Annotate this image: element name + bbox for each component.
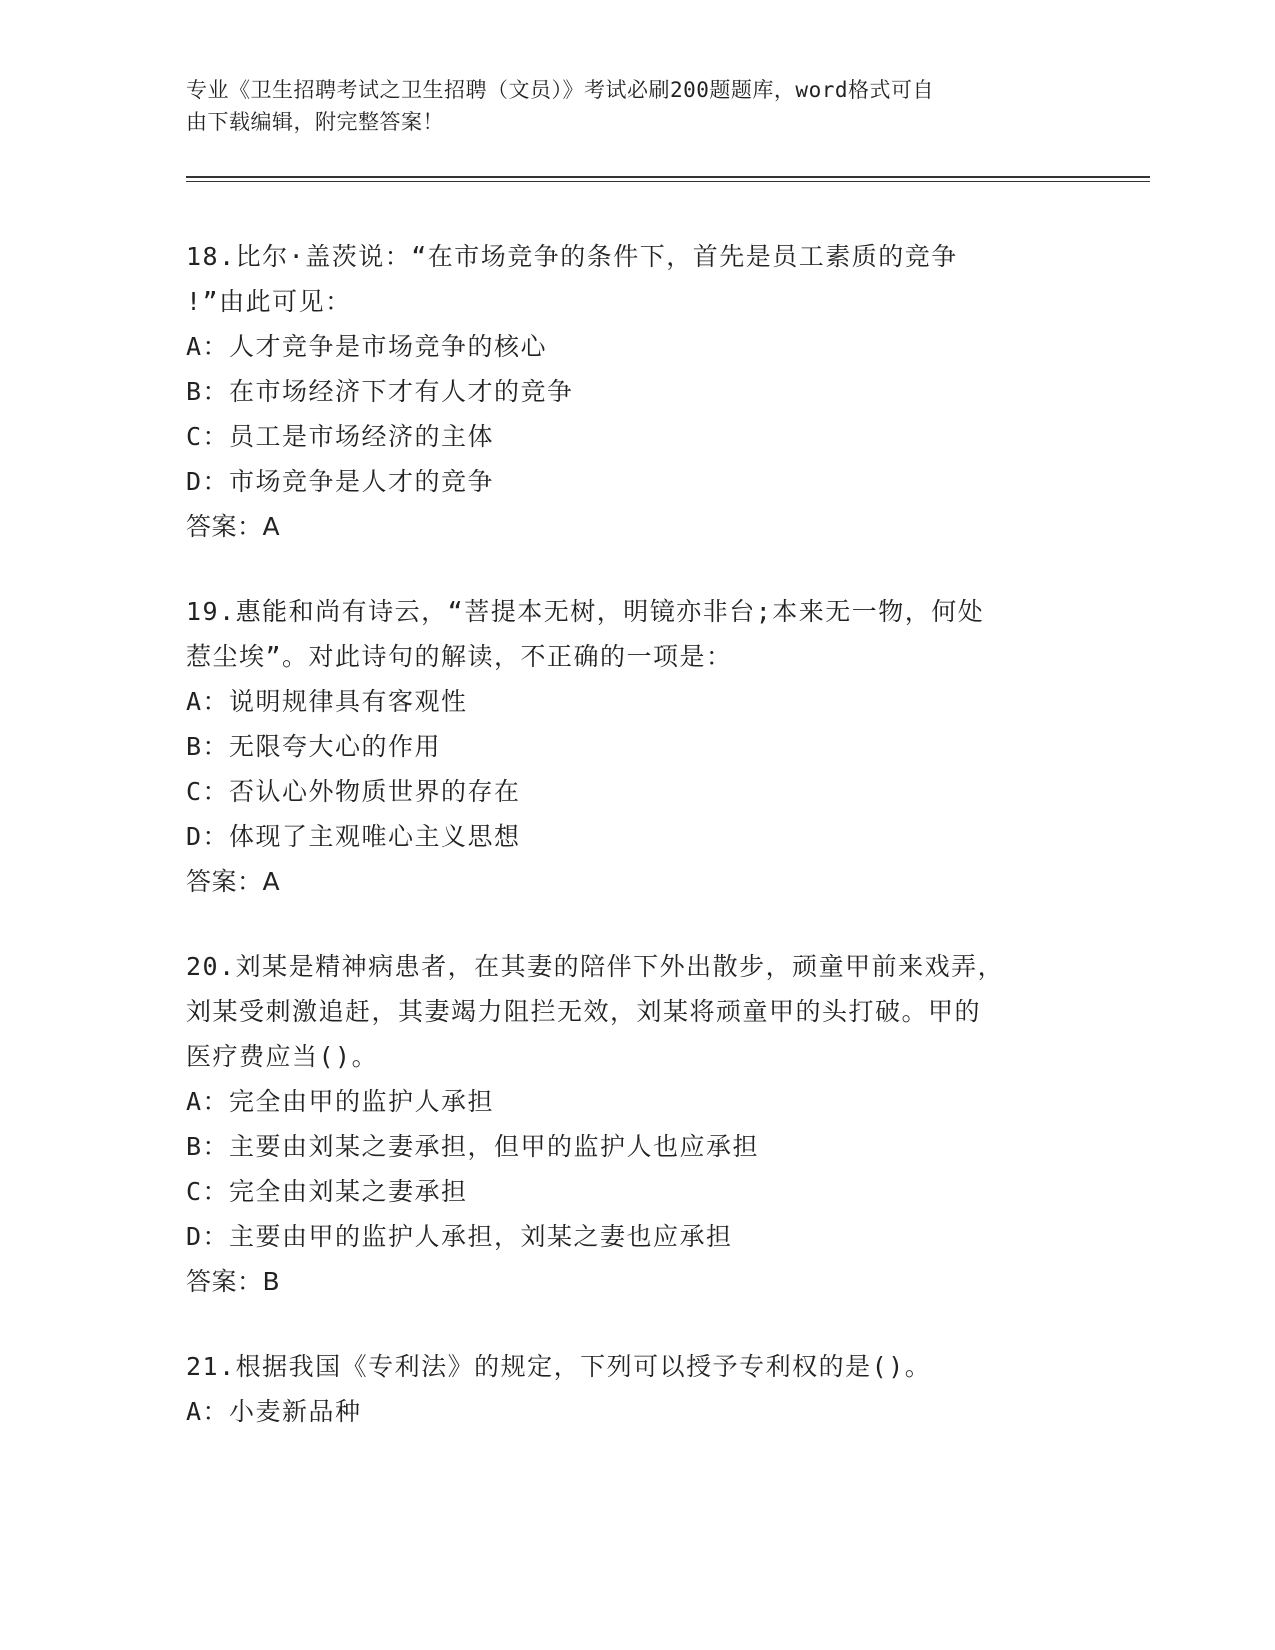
question-19 bbox=[186, 589, 1066, 904]
header-line-1: 专业《卫生招聘考试之卫生招聘（文员）》考试必刷200题题库，word格式可自 bbox=[186, 78, 934, 102]
option-d: D：主要由甲的监护人承担，刘某之妻也应承担 bbox=[186, 1222, 733, 1251]
document-header bbox=[186, 74, 1066, 138]
option-c: C：完全由刘某之妻承担 bbox=[186, 1177, 468, 1206]
question-stem-line: 19.惠能和尚有诗云，“菩提本无树，明镜亦非台;本来无一物，何处 bbox=[186, 597, 985, 626]
answer-label: 答案：A bbox=[186, 512, 281, 541]
answer-label: 答案：B bbox=[186, 1267, 281, 1296]
option-a: A：完全由甲的监护人承担 bbox=[186, 1087, 495, 1116]
question-list bbox=[186, 234, 1066, 1474]
header-divider-top bbox=[186, 176, 1150, 178]
option-d: D：体现了主观唯心主义思想 bbox=[186, 822, 521, 851]
question-stem-line: 20.刘某是精神病患者，在其妻的陪伴下外出散步，顽童甲前来戏弄， bbox=[186, 952, 1005, 981]
question-20 bbox=[186, 944, 1066, 1304]
option-b: B：主要由刘某之妻承担，但甲的监护人也应承担 bbox=[186, 1132, 760, 1161]
question-stem-line: 医疗费应当()。 bbox=[186, 1042, 379, 1071]
option-b: B：在市场经济下才有人才的竞争 bbox=[186, 377, 574, 406]
option-c: C：否认心外物质世界的存在 bbox=[186, 777, 521, 806]
option-d: D：市场竞争是人才的竞争 bbox=[186, 467, 495, 496]
question-21 bbox=[186, 1344, 1066, 1434]
question-stem-line: 刘某受刺激追赶，其妻竭力阻拦无效，刘某将顽童甲的头打破。甲的 bbox=[186, 997, 982, 1026]
question-stem-line: 惹尘埃”。对此诗句的解读，不正确的一项是： bbox=[186, 642, 733, 671]
option-c: C：员工是市场经济的主体 bbox=[186, 422, 495, 451]
option-a: A：小麦新品种 bbox=[186, 1397, 362, 1426]
answer-label: 答案：A bbox=[186, 867, 281, 896]
header-divider-bottom bbox=[186, 181, 1150, 182]
question-18 bbox=[186, 234, 1066, 549]
option-b: B：无限夸大心的作用 bbox=[186, 732, 442, 761]
question-stem-line: 18.比尔·盖茨说：“在市场竞争的条件下，首先是员工素质的竞争 bbox=[186, 242, 958, 271]
question-stem-line: !”由此可见： bbox=[186, 287, 352, 316]
option-a: A：人才竞争是市场竞争的核心 bbox=[186, 332, 548, 361]
question-stem-line: 21.根据我国《专利法》的规定，下列可以授予专利权的是()。 bbox=[186, 1352, 932, 1381]
option-a: A：说明规律具有客观性 bbox=[186, 687, 468, 716]
header-line-2: 由下载编辑，附完整答案！ bbox=[186, 110, 444, 134]
